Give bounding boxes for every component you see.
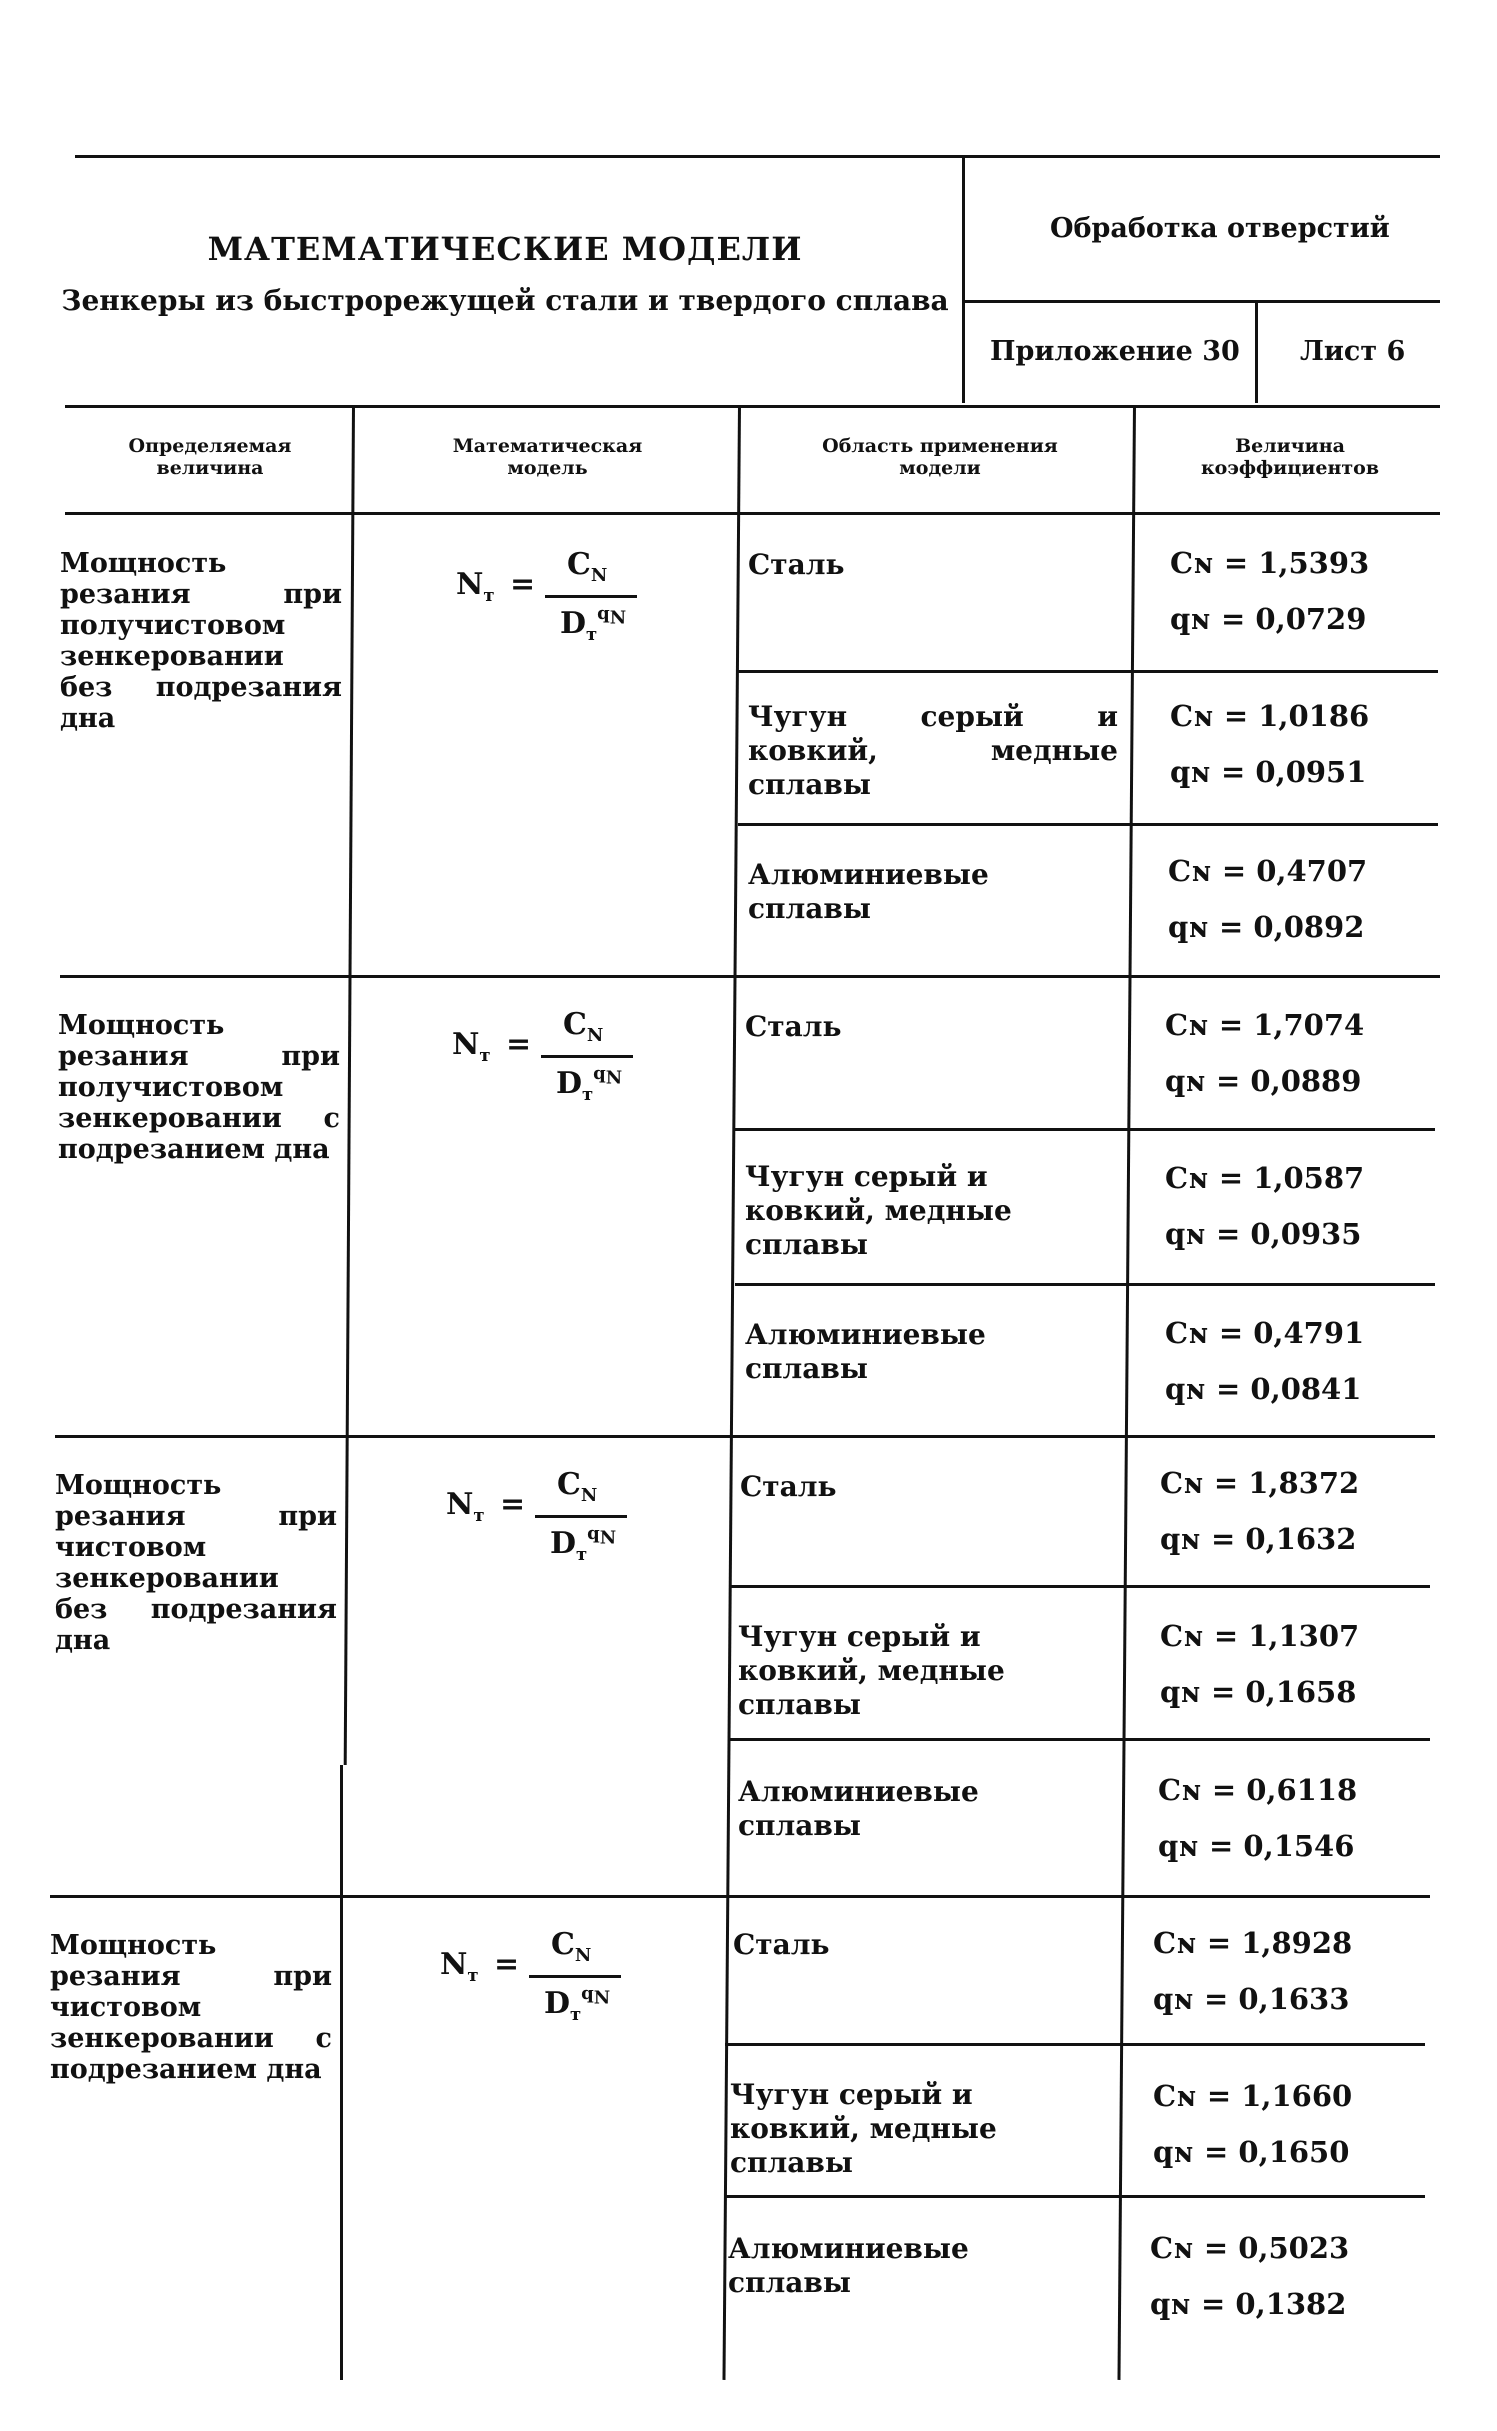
column-header-bottom-rule (65, 512, 1440, 515)
coefficient-cell: Cɴ = 0,4707 qɴ = 0,0892 (1168, 854, 1368, 944)
parameter-cell: Мощность резания при получистовом зенкеровании без подрезания дна (60, 548, 342, 734)
area-cell: Алюминиевые сплавы (738, 1775, 979, 1842)
fraction-bar (529, 1975, 621, 1978)
area-cell: Алюминиевые сплавы (728, 2232, 969, 2299)
area-cell: Сталь (748, 548, 845, 581)
coefficient-cell: Cɴ = 0,5023 qɴ = 0,1382 (1150, 2231, 1350, 2321)
coefficient-cell: Cɴ = 1,8372 qɴ = 0,1632 (1160, 1466, 1360, 1556)
model-formula: $N_т$ = $C_N$ $D_т^{q_N}$ (350, 1445, 700, 1555)
coefficient-cell: Cɴ = 0,6118 qɴ = 0,1546 (1158, 1773, 1358, 1863)
model-formula: $N_т$ = $C_N$ $D_т^{q_N}$ (360, 525, 710, 635)
area-cell: Сталь (745, 1010, 842, 1043)
group-separator (50, 1895, 1430, 1898)
header-divider (962, 155, 965, 403)
column-header-parameter: Определяемая величина (128, 435, 292, 479)
model-formula: $N_т$ = $C_N$ $D_т^{q_N}$ (344, 1905, 694, 2015)
coefficient-cell: Cɴ = 0,4791 qɴ = 0,0841 (1165, 1316, 1365, 1406)
row-separator (725, 2043, 1425, 2046)
row-separator (735, 1128, 1435, 1131)
area-cell: Чугун серый и ковкий, медные сплавы (738, 1620, 1005, 1721)
group-separator (60, 975, 1440, 978)
column-header-coefficients: Величина коэффициентов (1200, 435, 1380, 479)
row-separator (730, 1738, 1430, 1741)
column-header-top-rule (65, 405, 1440, 408)
column-header-area: Область применения модели (822, 435, 1058, 479)
row-separator (735, 1283, 1435, 1286)
column-line-3 (1117, 405, 1136, 2380)
area-cell: Чугун серый и ковкий, медные сплавы (730, 2078, 997, 2179)
area-cell: Сталь (733, 1928, 830, 1961)
column-header-model: Математическая модель (452, 435, 643, 479)
area-cell: Чугун серый и ковкий, медные сплавы (745, 1160, 1012, 1261)
fraction-bar (541, 1055, 633, 1058)
fraction-bar (535, 1515, 627, 1518)
coefficient-cell: Cɴ = 1,0587 qɴ = 0,0935 (1165, 1161, 1365, 1251)
parameter-cell: Мощность резания при чистовом зенкеровании с подрезанием дна (50, 1930, 332, 2085)
fraction-bar (545, 595, 637, 598)
area-cell: Чугун серый и ковкий, медные сплавы (748, 700, 1118, 801)
column-line-left (340, 1765, 343, 2380)
coefficient-cell: Cɴ = 1,0186 qɴ = 0,0951 (1170, 699, 1370, 789)
coefficient-cell: Cɴ = 1,5393 qɴ = 0,0729 (1170, 546, 1370, 636)
coefficient-cell: Cɴ = 1,8928 qɴ = 0,1633 (1153, 1926, 1353, 2016)
coefficient-cell: Cɴ = 1,7074 qɴ = 0,0889 (1165, 1008, 1365, 1098)
area-cell: Алюминиевые сплавы (745, 1318, 986, 1385)
column-line-1 (344, 405, 355, 1765)
parameter-cell: Мощность резания при чистовом зенкеровании без подрезания дна (55, 1470, 337, 1656)
row-separator (738, 823, 1438, 826)
header-right-divider (1255, 303, 1258, 403)
coefficient-cell: Cɴ = 1,1307 qɴ = 0,1658 (1160, 1619, 1360, 1709)
sheet-label: Лист 6 (1300, 336, 1406, 367)
page-subtitle: Зенкеры из быстрорежущей стали и твердого сплава (61, 284, 949, 317)
section-label: Обработка отверстий (1050, 213, 1390, 244)
row-separator (738, 670, 1438, 673)
model-formula: $N_т$ = $C_N$ $D_т^{q_N}$ (356, 985, 706, 1095)
appendix-label: Приложение 30 (990, 336, 1240, 367)
page-title: МАТЕМАТИЧЕСКИЕ МОДЕЛИ (207, 230, 803, 268)
coefficient-cell: Cɴ = 1,1660 qɴ = 0,1650 (1153, 2079, 1353, 2169)
header-right-rule (965, 300, 1440, 303)
area-cell: Алюминиевые сплавы (748, 858, 989, 925)
group-separator (55, 1435, 1435, 1438)
parameter-cell: Мощность резания при получистовом зенкеровании с подрезанием дна (58, 1010, 340, 1165)
row-separator (730, 1585, 1430, 1588)
area-cell: Сталь (740, 1470, 837, 1503)
top-rule (75, 155, 1440, 158)
row-separator (725, 2195, 1425, 2198)
